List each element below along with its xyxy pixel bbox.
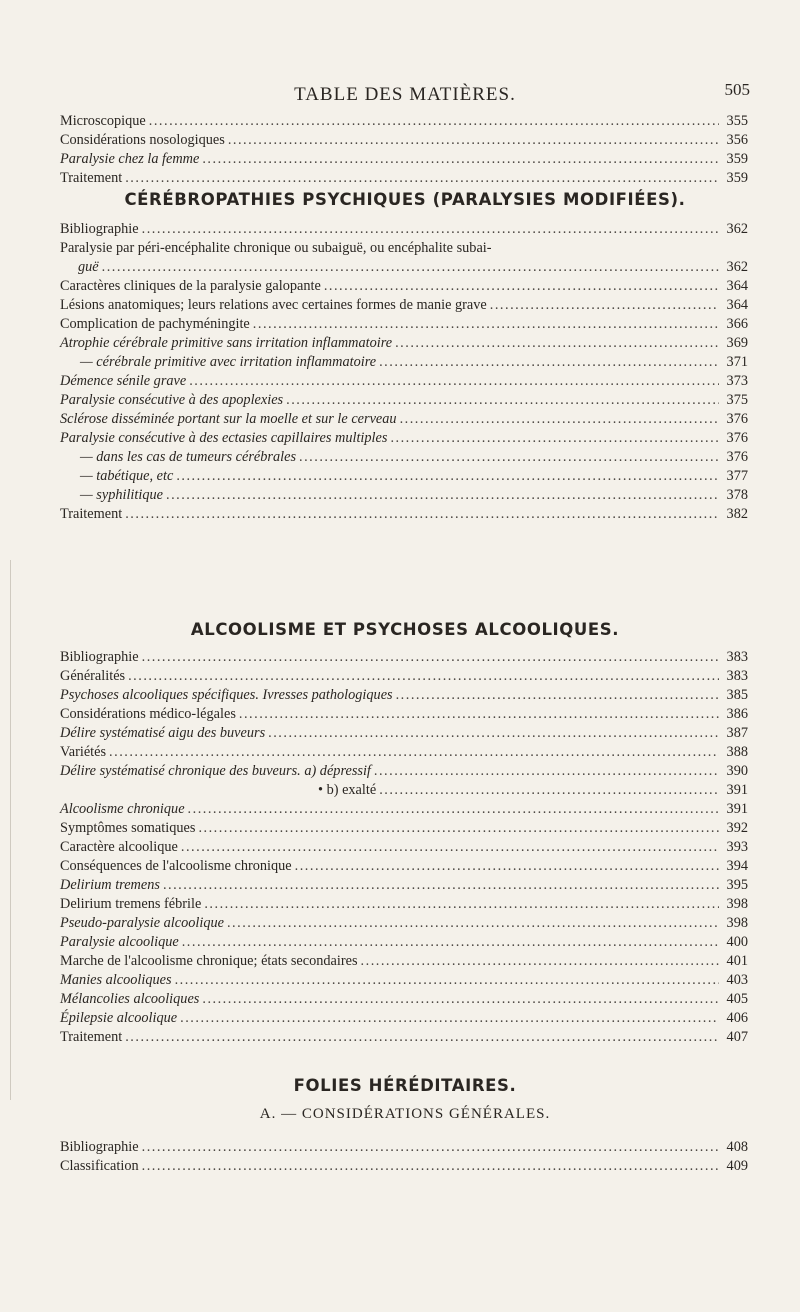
toc-entry-label: Paralysie consécutive à des ectasies capillaires multiples [60,430,388,446]
toc-entry [60,353,748,372]
toc-entry-page: 388 [726,744,748,760]
toc-entry-page: 376 [726,411,748,427]
dot-leader [128,667,719,686]
toc-entry-label: — dans les cas de tumeurs cérébrales [80,449,297,465]
toc-entry-label: Paralysie chez la femme [60,151,200,167]
header-page-number: 505 [724,80,750,99]
toc-entry-page: 356 [726,132,748,148]
toc-entry [60,952,748,971]
toc-entry-page: 377 [726,468,748,484]
toc-entry [60,220,748,239]
toc-entry-label: — cérébrale primitive avec irritation inflammatoire [80,354,377,370]
toc-entry-page: 401 [726,953,748,969]
toc-entry [60,648,748,667]
toc-entry-label: Lésions anatomiques; leurs relations avec certaines formes de manie grave [60,297,487,313]
dot-leader [396,686,719,705]
dot-leader [253,315,719,334]
toc-entry [60,762,748,781]
toc-entry-page: 362 [726,221,748,237]
dot-leader [142,648,719,667]
toc-entry-page: 405 [726,991,748,1007]
toc-entry [60,876,748,895]
dot-leader [198,819,719,838]
toc-entry-label: Épilepsie alcoolique [60,1010,178,1026]
toc-entry-page: 406 [726,1010,748,1026]
toc-entry-label: Delirium tremens [60,877,160,893]
toc-entry [60,724,748,743]
dot-leader [204,895,719,914]
toc-entry-label: Caractères cliniques de la paralysie galopante [60,278,321,294]
toc-entry-page: 364 [726,278,748,294]
toc-entry [60,131,748,150]
toc-entry-page: 362 [726,259,748,275]
toc-entry-label: Marche de l'alcoolisme chronique; états secondaires [60,953,358,969]
toc-entry-label: Paralysie alcoolique [60,934,179,950]
dot-leader [166,486,719,505]
toc-entry [60,1138,748,1157]
toc-entry-page: 391 [726,782,748,798]
toc-entry [60,258,748,277]
toc-entry [60,150,748,169]
toc-entry-page: 403 [726,972,748,988]
toc-entry-label: Symptômes somatiques [60,820,196,836]
toc-entry-page: 387 [726,725,748,741]
dot-leader [182,933,719,952]
toc-entry-page: 375 [726,392,748,408]
toc-entry-label: Paralysie par péri-encéphalite chronique ou subaiguë, ou encéphalite subai- [60,240,492,256]
toc-entry [60,448,748,467]
toc-entry [60,391,748,410]
dot-leader [295,857,719,876]
toc-entry-page: 376 [726,449,748,465]
toc-entry [60,819,748,838]
toc-entry-page: 407 [726,1029,748,1045]
section-heading-alcoolisme: ALCOOLISME ET PSYCHOSES ALCOOLIQUES. [190,620,620,639]
toc-entry-label: Traitement [60,506,123,522]
toc-entry-label: Conséquences de l'alcoolisme chronique [60,858,292,874]
dot-leader [142,1157,719,1176]
toc-entry [60,429,748,448]
toc-entry-label: Complication de pachyméningite [60,316,250,332]
toc-entry-page: 373 [726,373,748,389]
toc-entry-label: Classification [60,1158,139,1174]
dot-leader [379,781,719,800]
toc-entry-label: Variétés [60,744,107,760]
toc-entry-label: • b) exalté [318,782,377,798]
toc-entry-page: 382 [726,506,748,522]
toc-entry [60,1028,748,1047]
toc-entry-page: 390 [726,763,748,779]
toc-entry [60,838,748,857]
toc-group-alcoolisme [60,648,748,1047]
toc-entry [60,505,748,524]
toc-entry-page: 408 [726,1139,748,1155]
toc-entry [60,667,748,686]
toc-entry-page: 364 [726,297,748,313]
toc-entry-label: Délire systématisé aigu des buveurs [60,725,266,741]
toc-entry [60,990,748,1009]
toc-entry [60,857,748,876]
toc-entry [60,315,748,334]
toc-entry [60,781,748,800]
dot-leader [180,1009,719,1028]
toc-group-paralysie [60,112,748,188]
dot-leader [374,762,719,781]
toc-entry [60,705,748,724]
dot-leader [324,277,719,296]
dot-leader [202,990,719,1009]
toc-entry-page: 359 [726,151,748,167]
toc-entry-label: Psychoses alcooliques spécifiques. Ivresses pathologiques [60,687,393,703]
toc-entry-label: Manies alcooliques [60,972,172,988]
toc-entry [60,895,748,914]
running-header [60,80,750,106]
toc-group-folies [60,1138,748,1176]
toc-entry-page: 369 [726,335,748,351]
toc-entry-label: Caractère alcoolique [60,839,178,855]
toc-entry-label: Démence sénile grave [60,373,187,389]
dot-leader [125,169,719,188]
dot-leader [125,505,719,524]
toc-entry [60,743,748,762]
dot-leader [142,220,719,239]
toc-entry-page: 366 [726,316,748,332]
section-heading-cerebropathies: CÉRÉBROPATHIES PSYCHIQUES (PARALYSIES MODIFIÉES). [124,190,686,209]
dot-leader [227,914,719,933]
toc-entry-page: 398 [726,915,748,931]
dot-leader [188,800,719,819]
toc-entry [60,933,748,952]
toc-entry [60,971,748,990]
toc-entry-label: Bibliographie [60,1139,139,1155]
dot-leader [361,952,719,971]
dot-leader [109,743,719,762]
toc-entry [60,169,748,188]
dot-leader [390,429,719,448]
dot-leader [175,971,719,990]
page-edge-line [10,560,11,1100]
toc-entry-page: 355 [726,113,748,129]
dot-leader [286,391,719,410]
toc-entry-page: 400 [726,934,748,950]
dot-leader [268,724,719,743]
toc-entry [60,372,748,391]
dot-leader [299,448,719,467]
toc-entry-page: 383 [726,668,748,684]
toc-entry-label: Délire systématisé chronique des buveurs. a) dépressif [60,763,371,779]
dot-leader [142,1138,719,1157]
dot-leader [176,467,719,486]
toc-entry [60,334,748,353]
toc-entry [60,112,748,131]
dot-leader [102,258,719,277]
toc-entry-label: Paralysie consécutive à des apoplexies [60,392,284,408]
toc-entry-page: 386 [726,706,748,722]
toc-entry-page: 398 [726,896,748,912]
toc-entry-label: — syphilitique [80,487,163,503]
dot-leader [149,112,719,131]
toc-entry-label: — tabétique, etc [80,468,174,484]
toc-entry-page: 393 [726,839,748,855]
toc-entry [60,686,748,705]
toc-entry-page: 385 [726,687,748,703]
toc-entry-label: Mélancolies alcooliques [60,991,200,1007]
toc-entry-label: Bibliographie [60,649,139,665]
toc-entry-label: Pseudo-paralysie alcoolique [60,915,224,931]
toc-entry-label: Généralités [60,668,126,684]
toc-entry-label: Considérations médico-légales [60,706,236,722]
toc-entry-label: Traitement [60,1029,123,1045]
toc-entry [60,467,748,486]
dot-leader [202,150,719,169]
toc-entry-label: Delirium tremens fébrile [60,896,202,912]
toc-entry-page: 391 [726,801,748,817]
toc-entry-page: 376 [726,430,748,446]
toc-entry-label: Atrophie cérébrale primitive sans irritation inflammatoire [60,335,393,351]
toc-entry [60,486,748,505]
dot-leader [125,1028,719,1047]
dot-leader [395,334,719,353]
toc-entry-page: 383 [726,649,748,665]
toc-entry-label: Considérations nosologiques [60,132,225,148]
toc-entry-page: 371 [726,354,748,370]
toc-entry-page: 395 [726,877,748,893]
toc-entry-label: Traitement [60,170,123,186]
toc-entry [60,1009,748,1028]
toc-entry-page: 378 [726,487,748,503]
toc-entry [60,1157,748,1176]
dot-leader [228,131,719,150]
toc-group-cerebropathies [60,220,748,524]
toc-entry-label: Microscopique [60,113,146,129]
dot-leader [490,296,719,315]
toc-entry [60,239,748,258]
toc-entry-page: 392 [726,820,748,836]
toc-entry-label: Bibliographie [60,221,139,237]
toc-entry-label: Alcoolisme chronique [60,801,185,817]
dot-leader [379,353,719,372]
toc-entry [60,800,748,819]
toc-entry-page: 359 [726,170,748,186]
dot-leader [181,838,719,857]
section-subheading-considerations: A. — CONSIDÉRATIONS GÉNÉRALES. [259,1106,551,1122]
toc-entry [60,277,748,296]
header-title: TABLE DES MATIÈRES. [294,84,516,105]
toc-entry-page: 409 [726,1158,748,1174]
dot-leader [189,372,719,391]
toc-entry [60,296,748,315]
toc-entry [60,914,748,933]
toc-entry [60,410,748,429]
dot-leader [163,876,719,895]
toc-entry-page: 394 [726,858,748,874]
dot-leader [239,705,719,724]
toc-entry-label: Sclérose disséminée portant sur la moelle et sur le cerveau [60,411,397,427]
toc-entry-label: guë [78,259,99,275]
dot-leader [400,410,719,429]
section-heading-folies: FOLIES HÉRÉDITAIRES. [293,1076,517,1095]
